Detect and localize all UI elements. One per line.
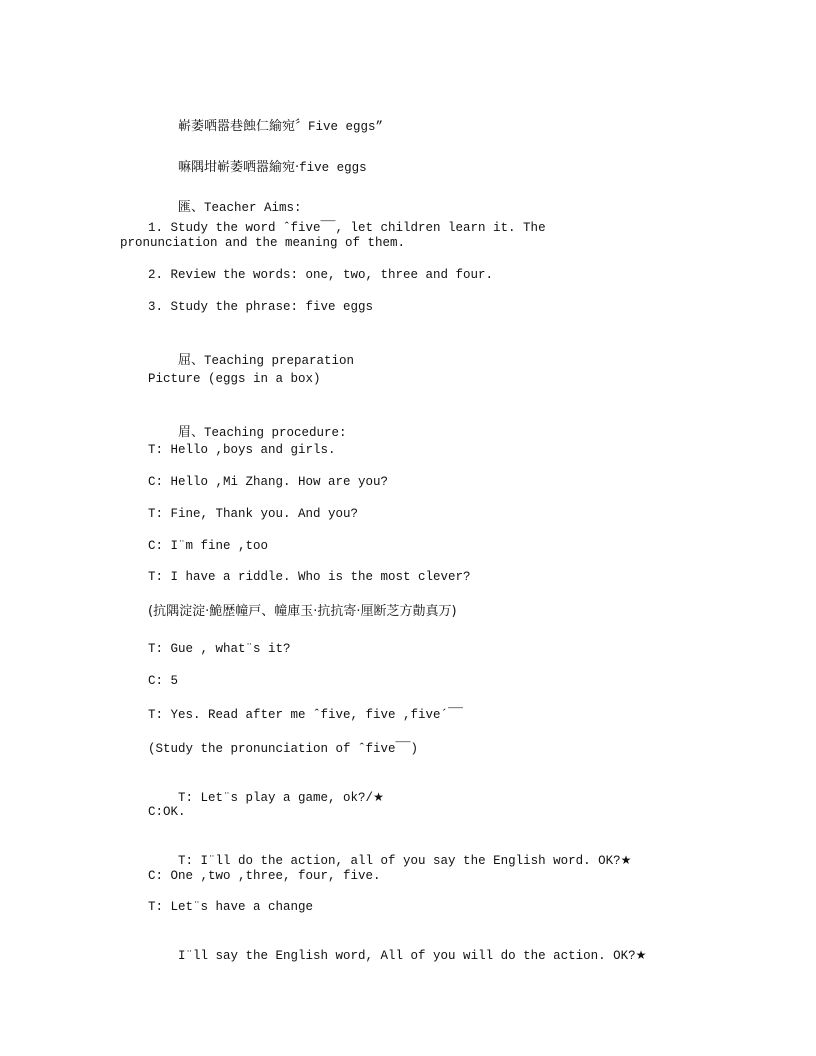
dialogue-text: T: I¨ll do the action, all of you say the English word. OK?	[178, 854, 621, 868]
section-title-aims: Teacher Aims:	[204, 201, 302, 215]
star-icon: ★	[620, 853, 632, 867]
section-title-preparation: Teaching preparation	[204, 354, 355, 368]
section-number-3: 眉、	[178, 425, 205, 440]
dialogue-line: T: Hello ,boys and girls.	[148, 443, 336, 457]
riddle-line-cjk: (抗隅淀淀·鮠歴幢戸、幢庫玉·抗抗寄·厘断芝方勣真万)	[148, 604, 457, 619]
star-icon: ★	[373, 790, 384, 804]
aim-item-3: 3. Study the phrase: five eggs	[148, 300, 374, 314]
dialogue-line	[148, 931, 646, 980]
dialogue-line: C: One ,two ,three, four, five.	[148, 869, 381, 883]
lesson-title-text: Five eggs”	[308, 120, 384, 134]
aim-item-1-line-2: pronunciation and the meaning of them.	[120, 236, 406, 250]
preparation-item: Picture (eggs in a box)	[148, 372, 321, 386]
dialogue-line: T: Let¨s have a change	[148, 900, 314, 914]
stage-note: (Study the pronunciation of ˆfive¯¯)	[148, 742, 419, 756]
star-icon: ★	[635, 948, 647, 962]
lesson-topic-text: five eggs	[299, 161, 367, 175]
aim-item-1-line-1: 1. Study the word ˆfive¯¯, let children learn it. The	[148, 221, 546, 235]
dialogue-line: T: I have a riddle. Who is the most clever?	[148, 570, 471, 584]
lesson-title-cjk: 嶄萎哂嚣巷蝕仁緰宛〞	[178, 119, 309, 134]
lesson-topic-cjk: 嘛隅坩嶄萎哂嚣緰宛·	[178, 160, 300, 175]
section-title-procedure: Teaching procedure:	[204, 426, 347, 440]
dialogue-line: C: I¨m fine ,too	[148, 539, 269, 553]
dialogue-line: C: Hello ,Mi Zhang. How are you?	[148, 475, 389, 489]
dialogue-line: T: Yes. Read after me ˆfive, five ,five´¯¯	[148, 708, 464, 722]
dialogue-line: C: 5	[148, 674, 179, 688]
dialogue-text: T: Let¨s play a game, ok?/	[178, 791, 374, 805]
dialogue-text: I¨ll say the English word, All of you will do the action. OK?	[178, 949, 636, 963]
section-number-1: 匯、	[178, 200, 205, 215]
dialogue-line: C:OK.	[148, 805, 186, 819]
dialogue-line: T: Fine, Thank you. And you?	[148, 507, 359, 521]
aim-item-2: 2. Review the words: one, two, three and four.	[148, 268, 494, 282]
section-number-2: 屈、	[178, 353, 205, 368]
dialogue-line: T: Gue , what¨s it?	[148, 642, 291, 656]
